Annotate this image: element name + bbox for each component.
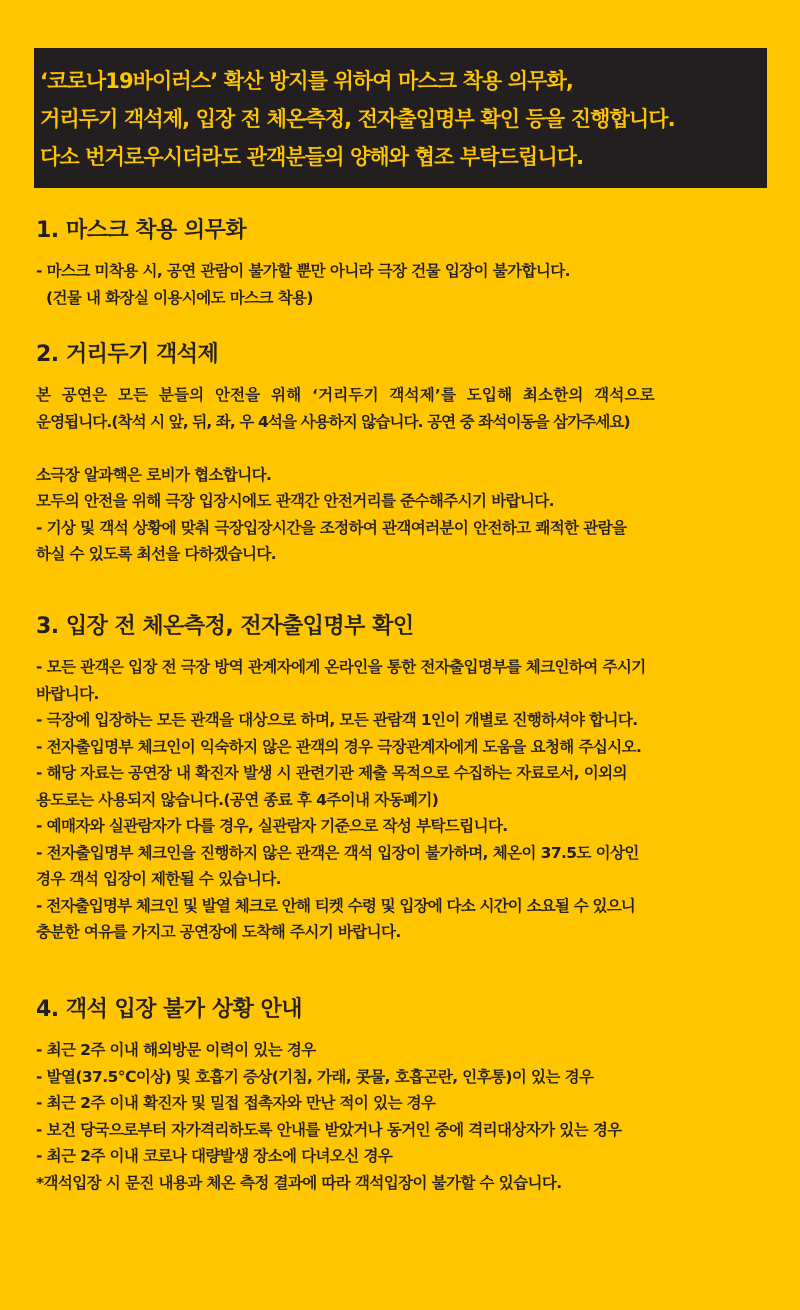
body-line: 운영됩니다.(착석 시 앞, 뒤, 좌, 우 4석을 사용하지 않습니다. 공연 중 좌석이동을 삼가주세요) [36,412,630,431]
body-line: (건물 내 화장실 이용시에도 마스크 착용) [46,288,313,307]
body-line: 경우 객석 입장이 제한될 수 있습니다. [36,870,281,888]
body-line: 본 공연은 모든 분들의 안전을 위해 ‘거리두기 객석제’를 도입해 최소한의 객석으로 [36,386,655,404]
body-line: - 최근 2주 이내 해외방문 이력이 있는 경우 [36,1041,316,1059]
body-line: 소극장 알과핵은 로비가 협소합니다. [36,465,272,484]
notice-line: 다소 번거로우시더라도 관객분들의 양해와 협조 부탁드립니다. [40,145,584,169]
notice-line: 거리두기 객석제, 입장 전 체온측정, 전자출입명부 확인 등을 진행합니다. [40,107,675,131]
section-mask-mandatory [36,216,776,311]
section-temperature-checkin [36,612,776,946]
body-line: - 예매자와 실관람자가 다를 경우, 실관람자 기준으로 작성 부탁드립니다. [36,817,508,835]
notice-banner [34,48,767,188]
body-line: - 전자출입명부 체크인을 진행하지 않은 관객은 객석 입장이 불가하며, 체온이 37.5도 이상인 [36,843,639,862]
section-body [36,654,776,946]
body-line: - 전자출입명부 체크인이 익숙하지 않은 관객의 경우 극장관계자에게 도움을 요청해 주십시오. [36,737,642,756]
body-line: - 보건 당국으로부터 자가격리하도록 안내를 받았거나 동거인 중에 격리대상자가 있는 경우 [36,1120,622,1139]
body-line: - 기상 및 객석 상황에 맞춰 극장입장시간을 조정하여 관객여러분이 안전하고 쾌적한 관람을 [36,518,627,537]
section-distancing-seats [36,340,776,568]
section-entry-restrictions [36,995,776,1196]
body-line: - 모든 관객은 입장 전 극장 방역 관계자에게 온라인을 통한 전자출입명부를 체크인하여 주시기 [36,658,646,676]
section-heading: 3. 입장 전 체온측정, 전자출입명부 확인 [36,614,414,639]
body-line: - 극장에 입장하는 모든 관객을 대상으로 하며, 모든 관람객 1인이 개별로 진행하셔야 합니다. [36,711,638,729]
body-line: - 마스크 미착용 시, 공연 관람이 불가할 뿐만 아니라 극장 건물 입장이 불가합니다. [36,262,570,280]
notice-line: ‘코로나19바이러스’ 확산 방지를 위하여 마스크 착용 의무화, [40,69,573,93]
section-heading: 2. 거리두기 객석제 [36,342,219,367]
body-line: - 해당 자료는 공연장 내 확진자 발생 시 관련기관 제출 목적으로 수집하는 자료로서, 이외의 [36,764,627,782]
section-body [36,1037,776,1196]
body-line: 모두의 안전을 위해 극장 입장시에도 관객간 안전거리를 준수해주시기 바랍니다. [36,492,554,510]
body-line: - 최근 2주 이내 확진자 및 밀접 접촉자와 만난 적이 있는 경우 [36,1094,436,1112]
section-body [36,258,776,311]
section-body [36,382,776,568]
blank-line [36,435,776,462]
body-line: - 최근 2주 이내 코로나 대량발생 장소에 다녀오신 경우 [36,1147,393,1165]
body-line: 용도로는 사용되지 않습니다.(공연 종료 후 4주이내 자동폐기) [36,790,439,809]
body-line: - 발열(37.5℃이상) 및 호흡기 증상(기침, 가래, 콧물, 호흡곤란, 인후통)이 있는 경우 [36,1067,594,1086]
body-line: 충분한 여유를 가지고 공연장에 도착해 주시기 바랍니다. [36,923,401,941]
body-line: 하실 수 있도록 최선을 다하겠습니다. [36,545,277,563]
body-line: - 전자출입명부 체크인 및 발열 체크로 안해 티켓 수령 및 입장에 다소 시간이 소요될 수 있으니 [36,896,635,915]
body-line: 바랍니다. [36,684,99,703]
body-line: *객석입장 시 문진 내용과 체온 측정 결과에 따라 객석입장이 불가할 수 있습니다. [36,1173,562,1192]
section-heading: 1. 마스크 착용 의무화 [36,218,247,243]
section-heading: 4. 객석 입장 불가 상황 안내 [36,997,302,1022]
